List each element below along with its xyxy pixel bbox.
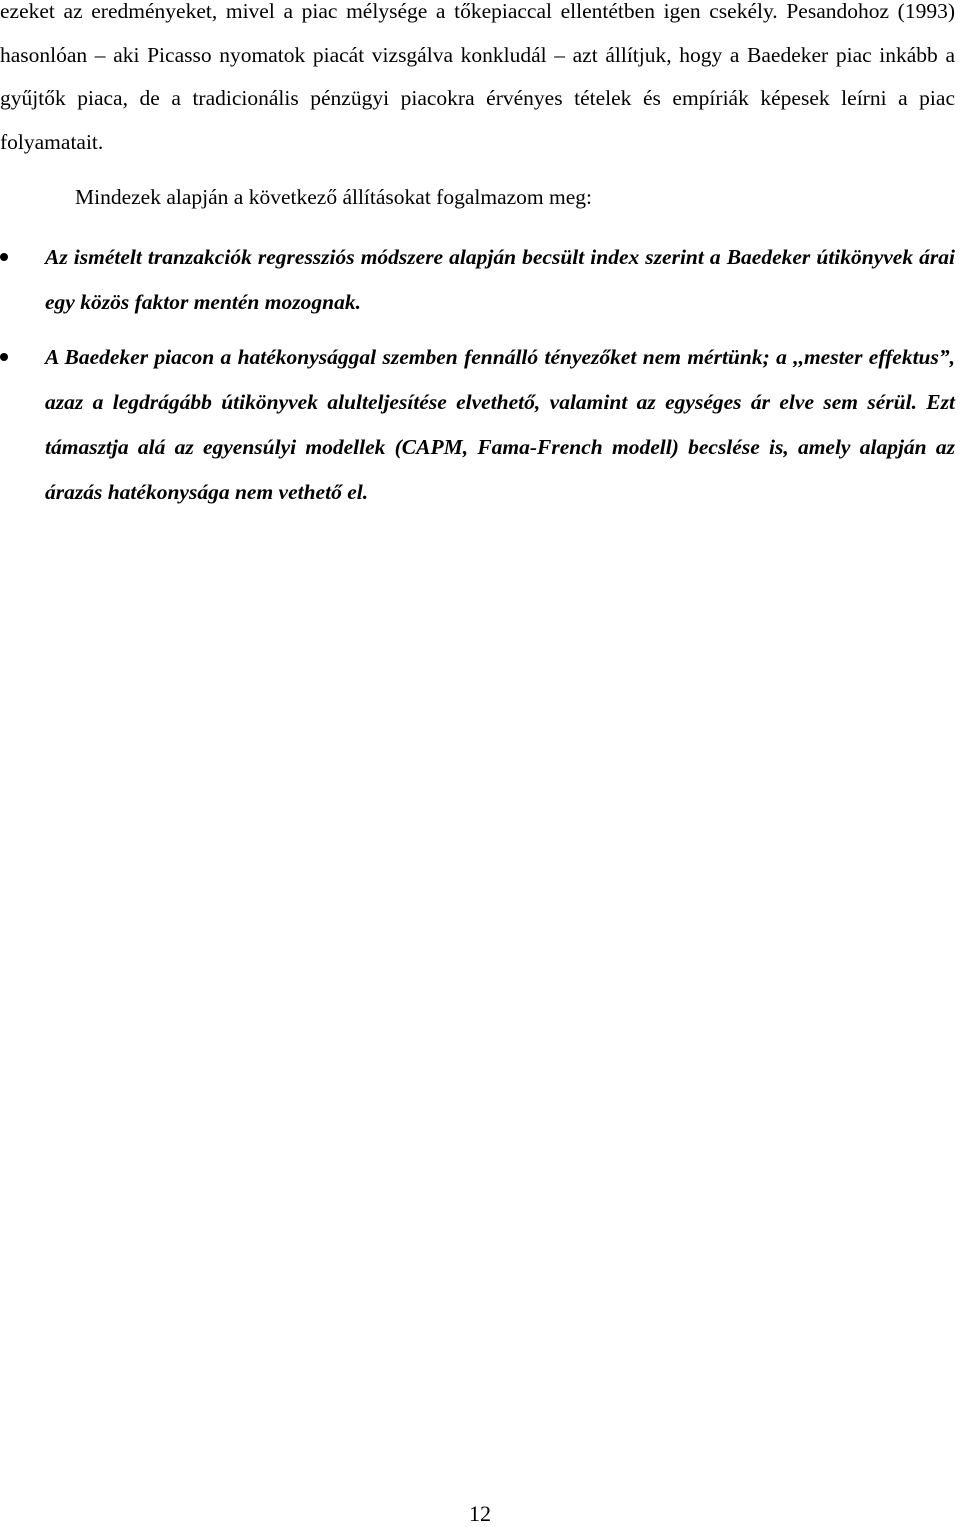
bullet-icon — [0, 253, 8, 261]
claim-text: Az ismételt tranzakciók regressziós módszere alapján becsült index szerint a Baedeker útikönyvek árai egy közös faktor mentén mozognak. — [45, 245, 955, 314]
claims-intro-paragraph: Mindezek alapján a következő állításokat fogalmazom meg: — [75, 185, 592, 209]
claim-text: A Baedeker piacon a hatékonysággal szemben fennálló tényezőket nem mértünk; a ,,mester effektus”, azaz a legdrágább útikönyvek alulteljesítése elvethető, valamint az egységes ár elve sem sérül. Ezt támasztja alá az egyensúlyi modellek (CAPM, Fama-French modell) becslése is, amely alapján az árazás hatékonysága nem vethető el. — [45, 345, 955, 504]
body-paragraph: ezeket az eredményeket, mivel a piac mélysége a tőkepiaccal ellentétben igen csekély. Pesandohoz (1993) hasonlóan – aki Picasso nyomatok piacát vizsgálva konkludál – azt állítjuk, hogy a Baedeker piac inkább a gyűjtők piaca, de a tradicionális pénzügyi piacokra érvényes tételek és empíriák képesek leírni a piac folyamatait. — [0, 0, 955, 154]
bullet-icon — [0, 353, 8, 361]
page-number: 12 — [469, 1501, 491, 1526]
